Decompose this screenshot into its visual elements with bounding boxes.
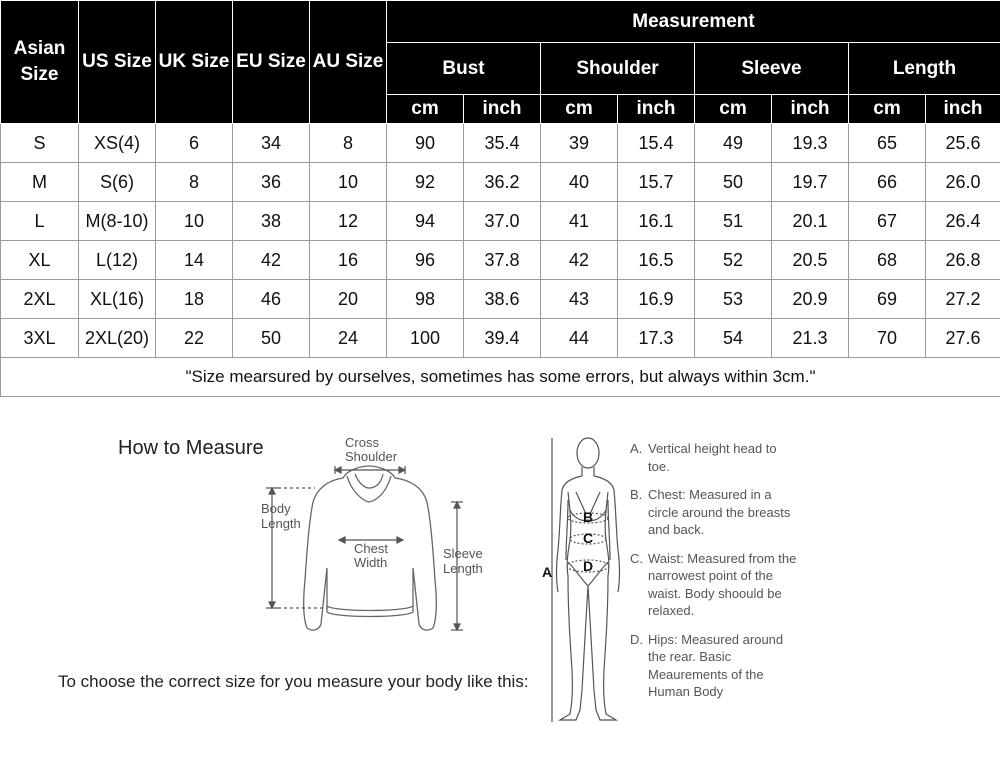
table-cell: S(6) [79, 163, 156, 202]
table-cell: 38 [233, 202, 310, 241]
table-cell: 24 [310, 319, 387, 358]
table-cell: 17.3 [618, 319, 695, 358]
header-au-size: AU Size [310, 1, 387, 124]
table-cell: 40 [541, 163, 618, 202]
legend-letter: C. [630, 550, 643, 566]
table-cell: 2XL(20) [79, 319, 156, 358]
table-cell: 69 [849, 280, 926, 319]
table-cell: 8 [156, 163, 233, 202]
table-cell: 19.7 [772, 163, 849, 202]
legend-text: Waist: Measured from the narrowest point of the waist. Body shoould be relaxed. [648, 550, 797, 618]
table-cell: 39.4 [464, 319, 541, 358]
table-cell: 53 [695, 280, 772, 319]
table-cell: 51 [695, 202, 772, 241]
header-us-size: US Size [79, 1, 156, 124]
body-length-label-2: Length [261, 516, 301, 531]
legend-text: Hips: Measured around the rear. Basic Meaurements of the Human Body [648, 631, 784, 699]
table-cell: 100 [387, 319, 464, 358]
header-bust: Bust [387, 43, 541, 95]
table-row [1, 241, 1000, 280]
table-cell: 96 [387, 241, 464, 280]
table-cell: 20.1 [772, 202, 849, 241]
table-cell: XS(4) [79, 124, 156, 163]
legend-letter: D. [630, 631, 643, 647]
header-unit-inch: inch [618, 95, 695, 124]
table-cell: 26.0 [926, 163, 1000, 202]
header-unit-cm: cm [695, 95, 772, 124]
table-cell: 27.6 [926, 319, 1000, 358]
table-cell: 44 [541, 319, 618, 358]
legend-text: Chest: Measured in a circle around the breasts and back. [648, 487, 791, 537]
body-length-label-1: Body [261, 501, 291, 516]
table-cell: 25.6 [926, 124, 1000, 163]
table-cell: 26.8 [926, 241, 1000, 280]
table-cell: 54 [695, 319, 772, 358]
measurement-legend [630, 440, 800, 712]
header-unit-cm: cm [849, 95, 926, 124]
table-cell: 36 [233, 163, 310, 202]
table-cell: 18 [156, 280, 233, 319]
table-cell: 41 [541, 202, 618, 241]
table-cell: 50 [695, 163, 772, 202]
table-cell: 16 [310, 241, 387, 280]
how-to-measure-title: How to Measure [118, 437, 264, 459]
legend-letter: A. [630, 441, 643, 456]
legend-item [630, 631, 800, 701]
header-uk-size: UK Size [156, 1, 233, 124]
table-cell: 43 [541, 280, 618, 319]
table-cell: 70 [849, 319, 926, 358]
legend-item [630, 440, 800, 475]
header-sleeve: Sleeve [695, 43, 849, 95]
table-cell: 39 [541, 124, 618, 163]
table-cell: 67 [849, 202, 926, 241]
table-cell: 35.4 [464, 124, 541, 163]
legend-text: Vertical height head to toe. [648, 441, 777, 474]
table-cell: 14 [156, 241, 233, 280]
table-cell: 15.4 [618, 124, 695, 163]
table-cell: 49 [695, 124, 772, 163]
table-cell: 20.9 [772, 280, 849, 319]
header-eu-size: EU Size [233, 1, 310, 124]
table-cell: 42 [541, 241, 618, 280]
header-unit-inch: inch [772, 95, 849, 124]
table-cell: 20 [310, 280, 387, 319]
sleeve-length-label-2: Length [443, 561, 483, 576]
table-cell: 8 [310, 124, 387, 163]
chest-width-label-2: Width [354, 555, 388, 570]
table-cell: 15.7 [618, 163, 695, 202]
table-cell: 42 [233, 241, 310, 280]
chest-width-label-1: Chest [354, 541, 388, 556]
cross-shoulder-arrow [335, 466, 405, 474]
table-cell: 10 [310, 163, 387, 202]
table-row [1, 280, 1000, 319]
header-unit-cm: cm [541, 95, 618, 124]
table-cell: 37.8 [464, 241, 541, 280]
table-cell: 94 [387, 202, 464, 241]
table-cell: 19.3 [772, 124, 849, 163]
table-cell: 22 [156, 319, 233, 358]
table-cell: 92 [387, 163, 464, 202]
table-row [1, 124, 1000, 163]
figure-letter-c: C [583, 530, 594, 546]
legend-item [630, 486, 800, 539]
figure-letter-d: D [583, 558, 594, 574]
table-cell: L [1, 202, 79, 241]
cross-shoulder-label-2: Shoulder [345, 449, 398, 464]
sleeve-length-label-1: Sleeve [443, 546, 483, 561]
table-cell: 36.2 [464, 163, 541, 202]
table-cell: L(12) [79, 241, 156, 280]
garment-measure-diagram [255, 430, 495, 640]
figure-letter-b: B [583, 509, 594, 525]
table-cell: 6 [156, 124, 233, 163]
figure-letter-a: A [542, 564, 553, 580]
table-cell: 98 [387, 280, 464, 319]
header-measurement: Measurement [387, 1, 1000, 43]
table-cell: 16.9 [618, 280, 695, 319]
table-cell: 16.5 [618, 241, 695, 280]
table-cell: 46 [233, 280, 310, 319]
table-cell: 65 [849, 124, 926, 163]
table-cell: 34 [233, 124, 310, 163]
header-length: Length [849, 43, 1000, 95]
header-asian-size: Asian Size [1, 1, 79, 124]
table-cell: M(8-10) [79, 202, 156, 241]
body-figure-diagram [530, 430, 630, 730]
header-unit-cm: cm [387, 95, 464, 124]
header-unit-inch: inch [926, 95, 1000, 124]
cross-shoulder-label-1: Cross [345, 435, 379, 450]
table-cell: 26.4 [926, 202, 1000, 241]
table-cell: M [1, 163, 79, 202]
legend-letter: B. [630, 487, 643, 502]
table-cell: 66 [849, 163, 926, 202]
table-cell: 90 [387, 124, 464, 163]
table-cell: 50 [233, 319, 310, 358]
table-cell: 3XL [1, 319, 79, 358]
table-cell: 12 [310, 202, 387, 241]
header-shoulder: Shoulder [541, 43, 695, 95]
table-row [1, 202, 1000, 241]
table-cell: 2XL [1, 280, 79, 319]
choose-size-instruction: To choose the correct size for you measure your body like this: [58, 672, 529, 691]
table-cell: XL [1, 241, 79, 280]
header-unit-inch: inch [464, 95, 541, 124]
table-cell: 38.6 [464, 280, 541, 319]
table-cell: 37.0 [464, 202, 541, 241]
table-cell: 27.2 [926, 280, 1000, 319]
table-cell: 52 [695, 241, 772, 280]
table-cell: 10 [156, 202, 233, 241]
legend-item [630, 550, 800, 620]
measurement-note: "Size mearsured by ourselves, sometimes has some errors, but always within 3cm." [1, 358, 1000, 397]
table-cell: 20.5 [772, 241, 849, 280]
table-cell: 68 [849, 241, 926, 280]
table-cell: 21.3 [772, 319, 849, 358]
table-cell: S [1, 124, 79, 163]
table-cell: 16.1 [618, 202, 695, 241]
table-row [1, 319, 1000, 358]
table-row [1, 163, 1000, 202]
table-cell: XL(16) [79, 280, 156, 319]
